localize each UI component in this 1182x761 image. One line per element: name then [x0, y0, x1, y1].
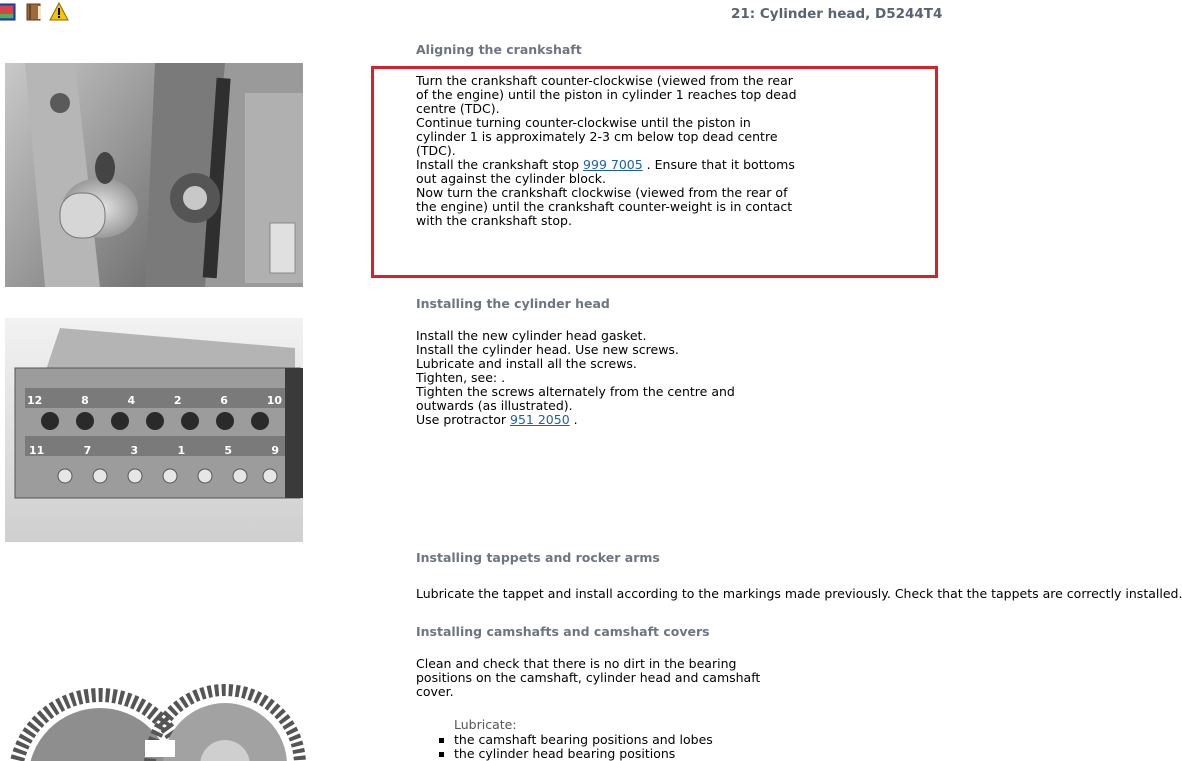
sequence-number: 6 — [220, 394, 228, 407]
crankshaft-stop-photo — [5, 63, 303, 287]
tappets-text: Lubricate the tappet and install according to the markings made previously. Check that the tappets are correctly installed. — [416, 586, 1182, 601]
list-item: the camshaft bearing positions and lobes — [438, 733, 713, 747]
tool-link-crankshaft-stop[interactable]: 999 7005 — [583, 157, 643, 172]
instruction-text: Install the new cylinder head gasket. — [416, 328, 647, 343]
sequence-top-row — [27, 394, 282, 407]
instruction-text: Tighten, see: . — [416, 370, 506, 385]
instruction-text: Tighten the screws alternately from the centre and outwards (as illustrated). — [416, 384, 735, 413]
sequence-bottom-row — [29, 444, 279, 457]
crankshaft-instructions — [416, 74, 801, 228]
cutoff-heading: Aligning the crankshaft — [416, 42, 582, 57]
list-item: the cylinder head bearing positions — [438, 747, 713, 761]
sequence-number: 12 — [27, 394, 43, 407]
camshafts-text: Clean and check that there is no dirt in the bearing positions on the camshaft, cylinder head and camshaft cover. — [416, 656, 761, 699]
sequence-number: 3 — [130, 444, 139, 457]
lubricate-list — [438, 733, 713, 761]
lubricate-label: Lubricate: — [454, 717, 517, 732]
section-heading-camshafts: Installing camshafts and camshaft covers — [416, 624, 710, 639]
tool-link-protractor[interactable]: 951 2050 — [510, 412, 570, 427]
instruction-text: Use protractor 951 2050 . — [416, 412, 578, 427]
sequence-number: 1 — [177, 444, 186, 457]
cylinder-head-sequence-photo — [5, 318, 303, 542]
sequence-number: 5 — [224, 444, 233, 457]
section-heading-cylinder-head: Installing the cylinder head — [416, 296, 610, 311]
cylinder-head-instructions — [416, 329, 776, 427]
sequence-number: 4 — [127, 394, 136, 407]
sequence-number: 8 — [81, 394, 89, 407]
instruction-text: Install the cylinder head. Use new screws. — [416, 342, 679, 357]
book-icon[interactable] — [24, 2, 44, 22]
sequence-number: 9 — [271, 444, 279, 457]
sequence-number: 11 — [29, 444, 45, 457]
instruction-text: Now turn the crankshaft clockwise (viewed from the rear of the engine) until the crankshaft counter-weight is in contact with the crankshaft stop. — [416, 185, 793, 228]
instruction-text: Turn the crankshaft counter-clockwise (viewed from the rear of the engine) until the piston in cylinder 1 reaches top dead centre (TDC). — [416, 73, 797, 116]
sequence-number: 7 — [83, 444, 92, 457]
image-viewer-icon[interactable] — [0, 2, 16, 22]
document-title: 21: Cylinder head, D5244T4 — [731, 6, 943, 22]
instruction-text: Install the crankshaft stop 999 7005 . Ensure that it bottoms out against the cylinder block. — [416, 157, 795, 186]
instruction-text: Continue turning counter-clockwise until the piston in cylinder 1 is approximately 2-3 cm below top dead centre (TDC). — [416, 115, 778, 158]
section-heading-tappets: Installing tappets and rocker arms — [416, 550, 660, 565]
instruction-text: Lubricate and install all the screws. — [416, 356, 637, 371]
sequence-number: 10 — [266, 394, 282, 407]
sequence-number: 2 — [173, 394, 182, 407]
warning-icon[interactable] — [49, 2, 69, 22]
camshaft-gears-photo — [5, 670, 303, 757]
